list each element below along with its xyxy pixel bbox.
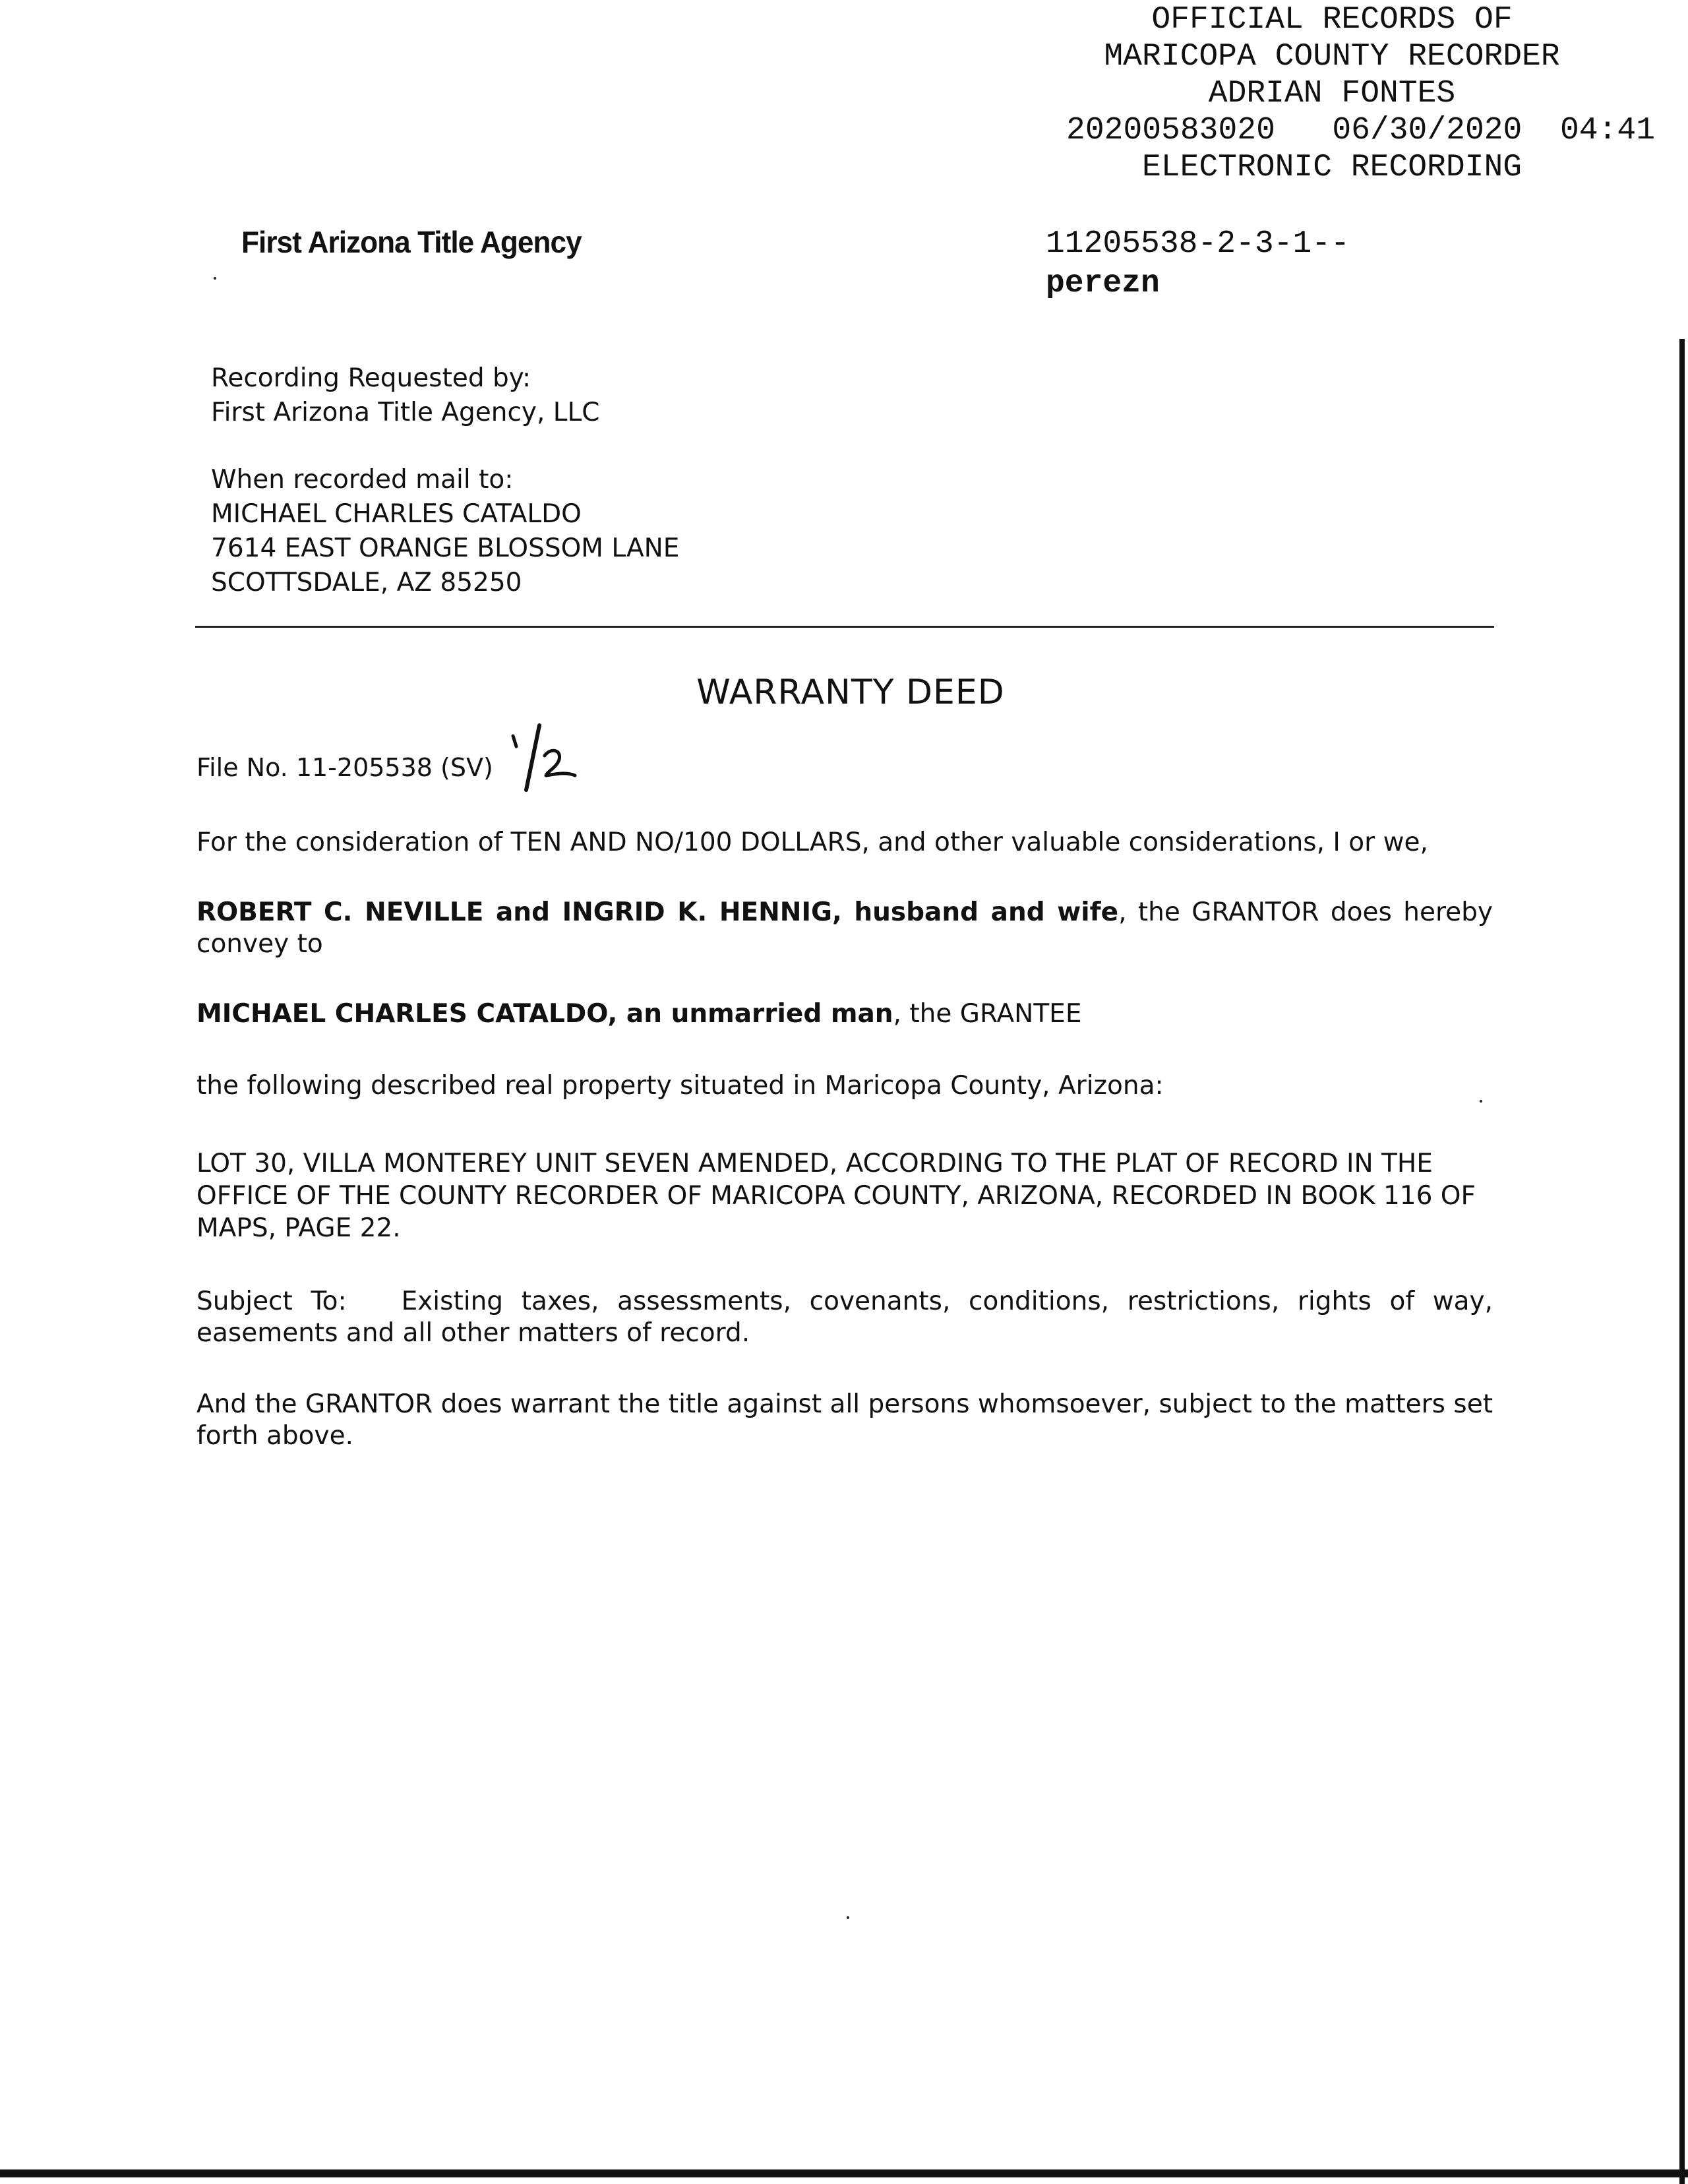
scan-speck [1480, 1100, 1482, 1103]
property-intro: the following described real property situated in Maricopa County, Arizona: [196, 1071, 1164, 1101]
legal-description [196, 1147, 1476, 1244]
recording-requested-label: Recording Requested by: [211, 363, 531, 393]
stamp-line-official: OFFICIAL RECORDS OF [1151, 2, 1513, 38]
grantor-paragraph [196, 897, 1493, 960]
header-divider [195, 626, 1494, 628]
grantee-clause: , the GRANTEE [893, 999, 1082, 1029]
scan-speck [847, 1916, 849, 1919]
mail-to-city: SCOTTSDALE, AZ 85250 [211, 568, 522, 597]
stamp-line-recorder: MARICOPA COUNTY RECORDER [1104, 39, 1560, 75]
document-title: WARRANTY DEED [696, 673, 1005, 712]
handwritten-note [506, 721, 599, 794]
grantor-names: ROBERT C. NEVILLE and INGRID K. HENNIG, husband and wife [196, 897, 1119, 927]
agency-logo: First Arizona Title Agency [241, 225, 582, 259]
grantee-names: MICHAEL CHARLES CATALDO, an unmarried man [196, 999, 893, 1029]
grantee-paragraph [196, 998, 1493, 1030]
stamp-line-record-info [1009, 112, 1655, 149]
scan-border-right [1679, 339, 1685, 2184]
subject-to-paragraph: Subject To: Existing taxes, assessments, covenants, conditions, restrictions, rights of way, easements and all other matters of record. [196, 1287, 1501, 1348]
mail-to-street: 7614 EAST ORANGE BLOSSOM LANE [211, 533, 680, 563]
legal-description-line: OFFICE OF THE COUNTY RECORDER OF MARICOPA COUNTY, ARIZONA, RECORDED IN BOOK 116 OF [196, 1181, 1476, 1211]
recording-date: 06/30/2020 [1332, 113, 1522, 148]
legal-description-line: MAPS, PAGE 22. [196, 1213, 401, 1243]
stamp-line-recorder-name: ADRIAN FONTES [1208, 76, 1456, 111]
recording-time: 04:41 [1559, 113, 1655, 148]
file-number: File No. 11-205538 (SV) [196, 753, 493, 782]
stamp-line-electronic: ELECTRONIC RECORDING [1141, 150, 1522, 185]
grantor-clause: , the GRANTOR does hereby convey to [196, 897, 1493, 959]
mail-to-label: When recorded mail to: [211, 465, 514, 495]
mail-to-block [211, 463, 679, 600]
recording-requested-name: First Arizona Title Agency, LLC [211, 398, 600, 427]
recording-requested-block [211, 361, 600, 430]
consideration-paragraph: For the consideration of TEN AND NO/100 DOLLARS, and other valuable considerations, I or we, [196, 828, 1428, 857]
order-user: perezn [1046, 266, 1160, 301]
order-number: 11205538-2-3-1-- [1046, 226, 1350, 262]
recording-number: 20200583020 [1066, 113, 1275, 148]
scan-speck [214, 277, 216, 280]
mail-to-name: MICHAEL CHARLES CATALDO [211, 499, 582, 529]
order-reference [1046, 224, 1350, 303]
legal-description-line: LOT 30, VILLA MONTEREY UNIT SEVEN AMENDED, ACCORDING TO THE PLAT OF RECORD IN THE [196, 1149, 1433, 1178]
recorder-stamp [1009, 1, 1655, 186]
warranty-paragraph: And the GRANTOR does warrant the title against all persons whomsoever, subject to the matters set forth above. [196, 1389, 1493, 1451]
scan-border-bottom [0, 2169, 1688, 2177]
